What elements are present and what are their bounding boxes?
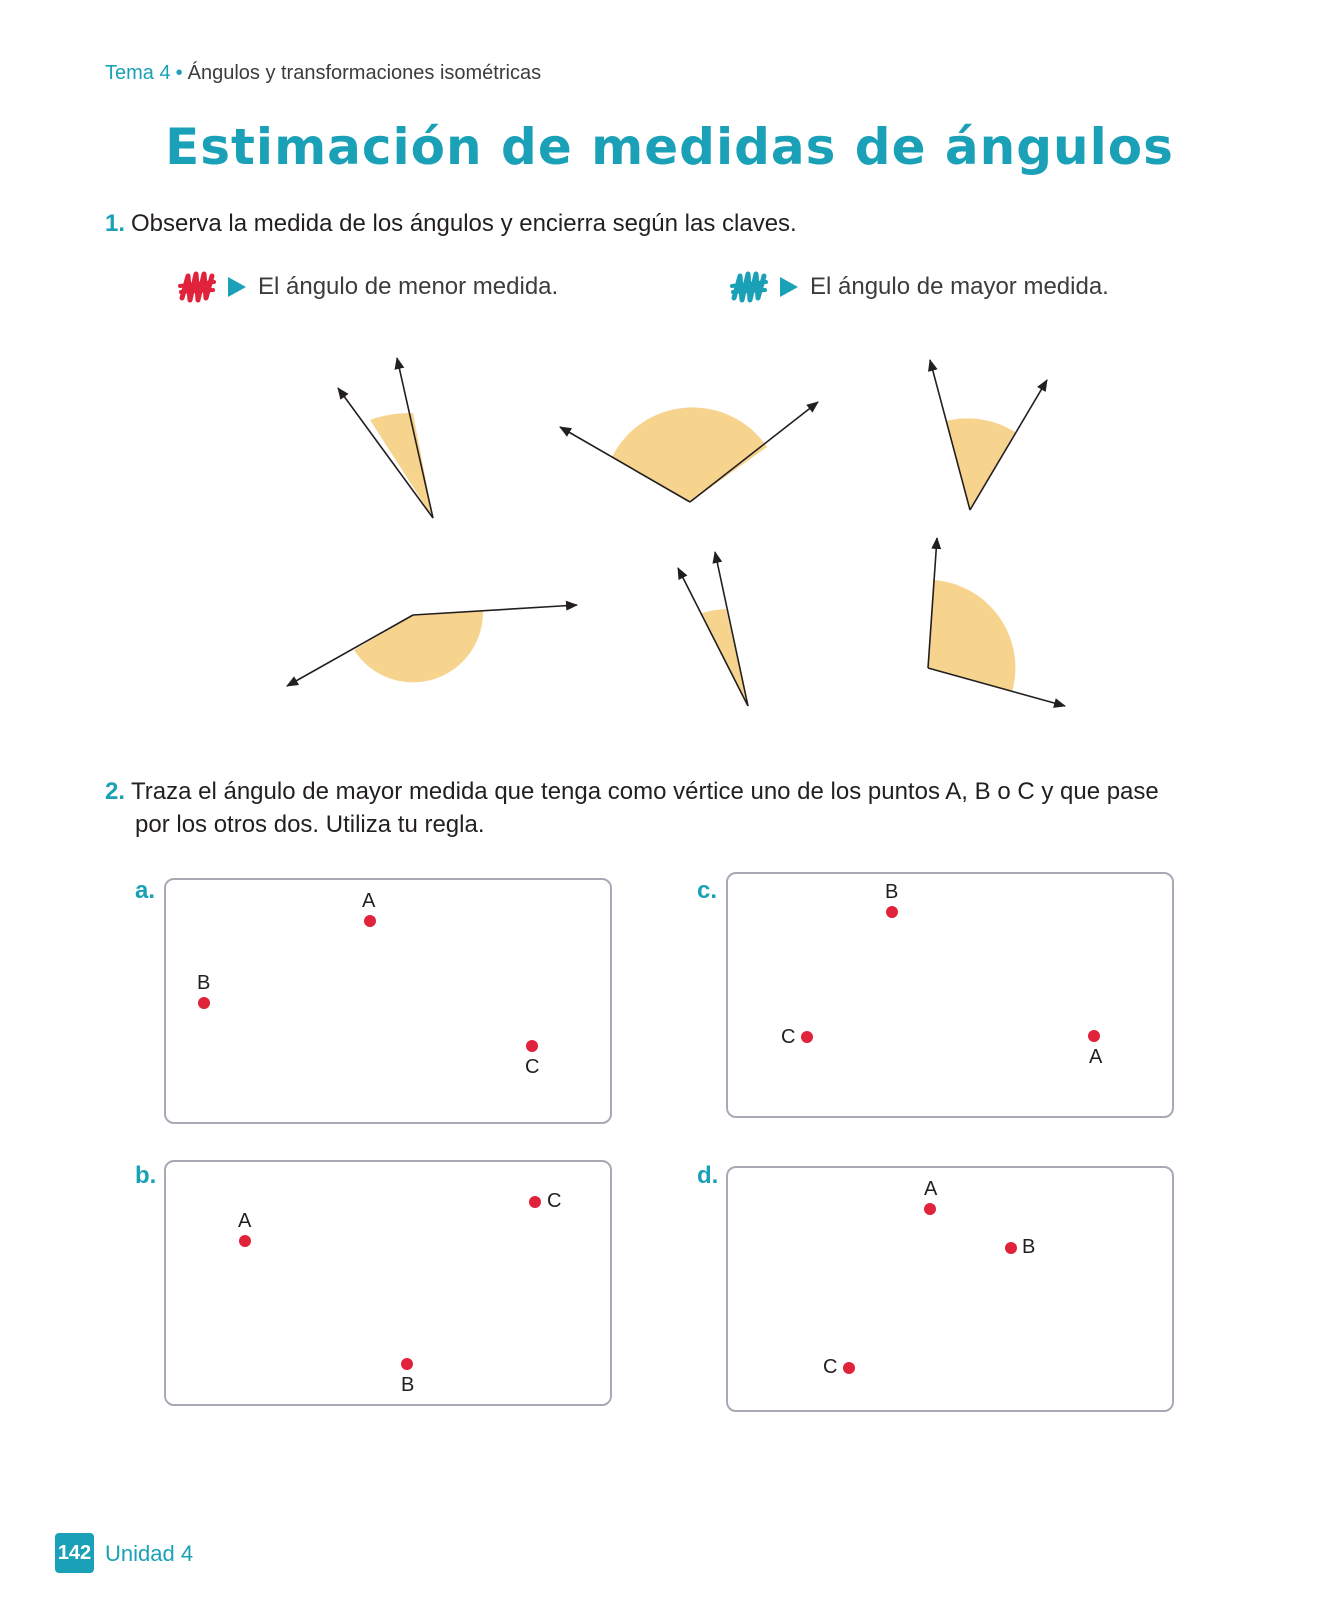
- point-b[interactable]: [198, 997, 210, 1009]
- point-label: B: [885, 881, 899, 903]
- point-label: A: [924, 1178, 938, 1200]
- topic-subtitle: Ángulos y transformaciones isométricas: [187, 62, 542, 84]
- question-2-line2: por los otros dos. Utiliza tu regla.: [135, 811, 485, 838]
- point-a[interactable]: [239, 1235, 251, 1247]
- page-title: Estimación de medidas de ángulos: [165, 118, 1174, 176]
- point-c[interactable]: [801, 1031, 813, 1043]
- box-a-label: a.: [135, 877, 156, 904]
- point-label: B: [1022, 1236, 1036, 1258]
- point-a[interactable]: [1088, 1030, 1100, 1042]
- unit-label: Unidad 4: [105, 1541, 194, 1566]
- angle-3[interactable]: [930, 360, 1047, 510]
- angle-1[interactable]: [338, 358, 433, 518]
- point-label: C: [547, 1190, 562, 1212]
- page-number: 142: [55, 1533, 94, 1573]
- header-separator: •: [175, 62, 183, 84]
- point-a[interactable]: [364, 915, 376, 927]
- question-2-number: 2.: [105, 778, 126, 805]
- point-c[interactable]: [529, 1196, 541, 1208]
- box-d-label: d.: [697, 1162, 719, 1189]
- point-label: A: [1089, 1046, 1103, 1068]
- box-b-label: b.: [135, 1162, 157, 1189]
- point-c[interactable]: [526, 1040, 538, 1052]
- legend-largest-text: El ángulo de mayor medida.: [810, 273, 1109, 300]
- point-b[interactable]: [401, 1358, 413, 1370]
- angle-5[interactable]: [678, 552, 748, 706]
- angle-2[interactable]: [560, 402, 818, 502]
- drawing-box-b[interactable]: [164, 1160, 612, 1406]
- topic-label: Tema 4: [105, 62, 171, 84]
- point-label: C: [823, 1356, 838, 1378]
- point-label: A: [362, 890, 376, 912]
- point-b[interactable]: [886, 906, 898, 918]
- drawing-box-c[interactable]: [726, 872, 1174, 1118]
- point-c[interactable]: [843, 1362, 855, 1374]
- point-label: C: [781, 1026, 796, 1048]
- point-label: C: [525, 1056, 540, 1078]
- angle-6[interactable]: [928, 538, 1065, 706]
- angles-figure: [0, 0, 1339, 760]
- question-2: [105, 775, 1225, 841]
- point-a[interactable]: [924, 1203, 936, 1215]
- question-1-text: Observa la medida de los ángulos y encierra según las claves.: [131, 210, 797, 237]
- point-label: A: [238, 1210, 252, 1232]
- point-label: B: [401, 1374, 415, 1396]
- question-1-number: 1.: [105, 210, 126, 237]
- legend-smallest-text: El ángulo de menor medida.: [258, 273, 559, 300]
- point-b[interactable]: [1005, 1242, 1017, 1254]
- drawing-box-a[interactable]: [164, 878, 612, 1124]
- question-2-line1: Traza el ángulo de mayor medida que tenga como vértice uno de los puntos A, B o C y que pase: [131, 778, 1159, 805]
- point-label: B: [197, 972, 211, 994]
- box-c-label: c.: [697, 877, 718, 904]
- angle-4[interactable]: [287, 605, 577, 686]
- drawing-box-d[interactable]: [726, 1166, 1174, 1412]
